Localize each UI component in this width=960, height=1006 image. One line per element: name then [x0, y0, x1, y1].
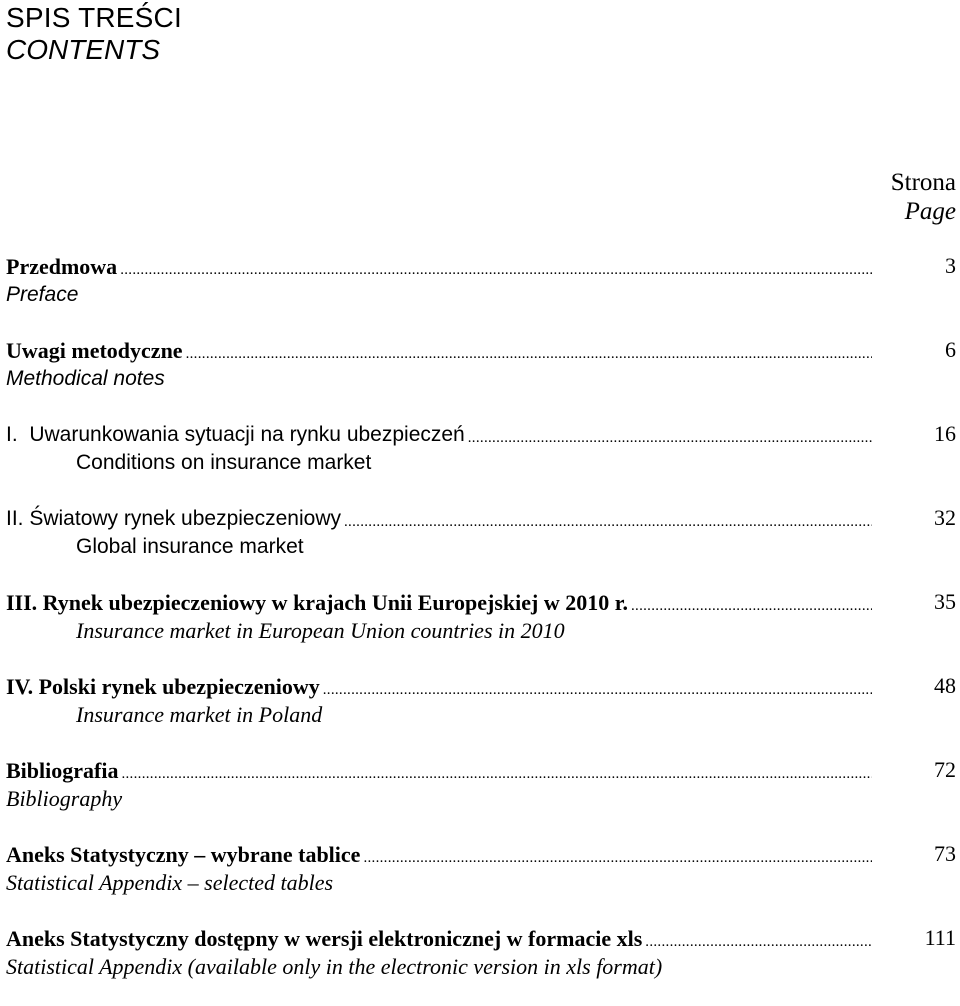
toc-entry-bibliography[interactable] — [6, 754, 956, 838]
toc-entry-line — [6, 922, 872, 954]
toc-entry-page[interactable]: 72 — [934, 757, 956, 782]
dot-leader — [631, 594, 872, 618]
toc-entry-title[interactable]: I. Uwarunkowania sytuacji na rynku ubezpieczeń — [6, 423, 465, 446]
toc-entry-line — [6, 334, 872, 366]
toc-entry-line — [6, 586, 872, 618]
toc-entry-line — [6, 838, 872, 870]
toc-entry-subtitle: Insurance market in Poland — [76, 702, 323, 727]
page-title: SPIS TREŚCI — [6, 2, 182, 33]
toc-entry-subtitle: Conditions on insurance market — [76, 451, 372, 474]
dot-leader — [344, 510, 872, 534]
toc-entry-page[interactable]: 35 — [934, 589, 956, 614]
dot-leader — [323, 678, 872, 702]
dot-leader — [468, 426, 872, 450]
toc-entry-methodical-notes[interactable] — [6, 334, 956, 418]
page-column-header — [891, 168, 956, 226]
toc-entry-line — [6, 754, 872, 786]
toc-entry-page[interactable]: 6 — [945, 337, 956, 362]
toc-entry-appendix-selected[interactable] — [6, 838, 956, 922]
toc-entry-page[interactable]: 73 — [934, 841, 956, 866]
toc-entry-appendix-electronic[interactable] — [6, 922, 956, 1006]
toc-entry-line — [6, 670, 872, 702]
page-title-english: CONTENTS — [6, 34, 160, 65]
toc-entry-page[interactable]: 111 — [924, 925, 956, 950]
toc-entry-title[interactable]: Aneks Statystyczny – wybrane tablice — [6, 842, 361, 867]
toc-entry-title[interactable]: IV. Polski rynek ubezpieczeniowy — [6, 674, 320, 699]
page-label-english: Page — [904, 198, 956, 225]
dot-leader — [121, 762, 872, 786]
toc-entry-title[interactable]: Przedmowa — [6, 254, 118, 279]
toc-entry-title[interactable]: Aneks Statystyczny dostępny w wersji elektronicznej w formacie xls — [6, 926, 643, 951]
toc-entry-subtitle: Insurance market in European Union countries in 2010 — [76, 618, 565, 643]
toc-entry-chapter-1[interactable] — [6, 418, 956, 502]
dot-leader — [645, 930, 872, 954]
toc-entry-line — [6, 418, 872, 450]
toc-entry-subtitle: Preface — [6, 283, 79, 306]
toc-entry-subtitle: Bibliography — [6, 786, 123, 811]
toc-entry-subtitle: Statistical Appendix (available only in the electronic version in xls format) — [6, 954, 663, 979]
toc-entry-title[interactable]: II. Światowy rynek ubezpieczeniowy — [6, 507, 341, 530]
toc-entry-page[interactable]: 3 — [945, 253, 956, 278]
toc-entry-page[interactable]: 48 — [934, 673, 956, 698]
toc-entry-subtitle: Statistical Appendix – selected tables — [6, 870, 334, 895]
toc-entry-page[interactable]: 32 — [934, 505, 956, 530]
toc-entry-chapter-2[interactable] — [6, 502, 956, 586]
toc-entry-chapter-3[interactable] — [6, 586, 956, 670]
table-of-contents — [6, 250, 956, 1006]
toc-entry-title[interactable]: III. Rynek ubezpieczeniowy w krajach Unii Europejskiej w 2010 r. — [6, 590, 628, 615]
toc-entry-page[interactable]: 16 — [934, 421, 956, 446]
toc-entry-chapter-4[interactable] — [6, 670, 956, 754]
dot-leader — [120, 258, 872, 282]
toc-entry-subtitle: Methodical notes — [6, 367, 165, 390]
toc-entry-title[interactable]: Bibliografia — [6, 758, 119, 783]
toc-entry-line — [6, 502, 872, 534]
dot-leader — [186, 342, 872, 366]
toc-entry-title[interactable]: Uwagi metodyczne — [6, 338, 183, 363]
toc-entry-subtitle: Global insurance market — [76, 535, 304, 558]
toc-entry-line — [6, 250, 872, 282]
page-label-polish: Strona — [890, 169, 956, 196]
dot-leader — [363, 846, 872, 870]
toc-entry-preface[interactable] — [6, 250, 956, 334]
